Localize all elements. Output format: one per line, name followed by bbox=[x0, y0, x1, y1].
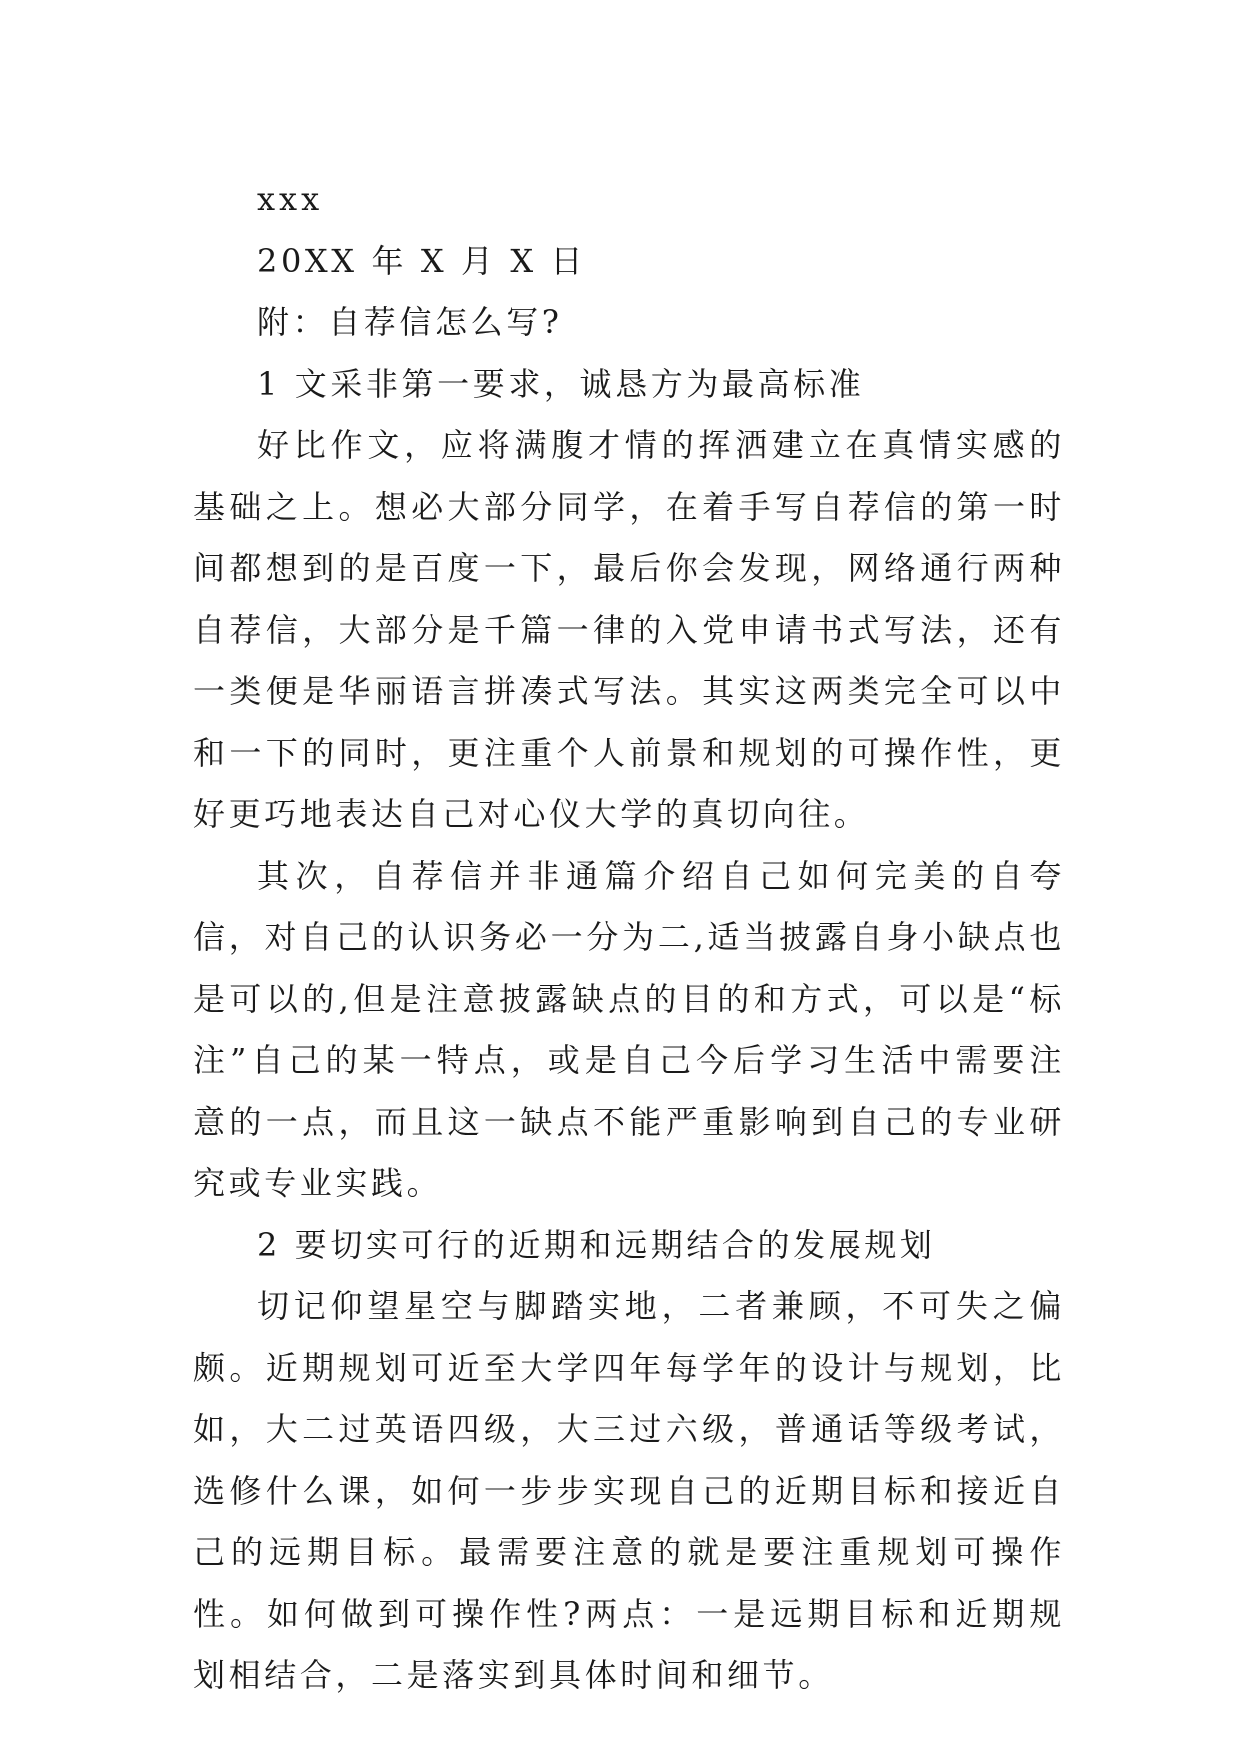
section1-paragraph1: 好比作文，应将满腹才情的挥洒建立在真情实感的基础之上。想必大部分同学，在着手写自荐信的第一时间都想到的是百度一下，最后你会发现，网络通行两种自荐信，大部分是千篇一律的入党申请书式写法，还有一类便是华丽语言拼凑式写法。其实这两类完全可以中和一下的同时，更注重个人前景和规划的可操作性，更好更巧地表达自己对心仪大学的真切向往。 bbox=[193, 426, 1065, 833]
section2-paragraph1: 切记仰望星空与脚踏实地，二者兼顾，不可失之偏颇。近期规划可近至大学四年每学年的设计与规划，比如，大二过英语四级，大三过六级，普通话等级考试，选修什么课，如何一步步实现自己的近期目标和接近自己的远期目标。最需要注意的就是要注重规划可操作性。如何做到可操作性?两点：一是远期目标和近期规划相结合，二是落实到具体时间和细节。 bbox=[193, 1287, 1065, 1694]
date: 20XX 年 X 月 X 日 bbox=[257, 241, 587, 280]
appendix-title: 附：自荐信怎么写? bbox=[257, 303, 563, 341]
signature: xxx bbox=[257, 180, 324, 218]
document-body bbox=[193, 169, 1065, 1707]
section1-paragraph2: 其次，自荐信并非通篇介绍自己如何完美的自夸信，对自己的认识务必一分为二,适当披露自身小缺点也是可以的,但是注意披露缺点的目的和方式，可以是“标注”自己的某一特点，或是自己今后学习生活中需要注意的一点，而且这一缺点不能严重影响到自己的专业研究或专业实践。 bbox=[193, 856, 1065, 1202]
section2-heading: 2 要切实可行的近期和远期结合的发展规划 bbox=[257, 1225, 936, 1264]
section1-heading: 1 文采非第一要求，诚恳方为最高标准 bbox=[257, 364, 865, 403]
